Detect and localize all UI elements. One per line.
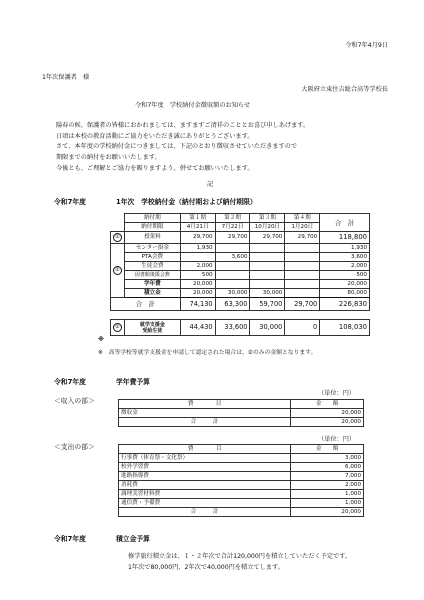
row-name: 学年費 bbox=[125, 280, 181, 289]
cell: 33,600 bbox=[215, 320, 250, 336]
row-name: 図書館後援会費 bbox=[125, 271, 181, 280]
cell: 3,600 bbox=[215, 253, 250, 262]
row-name: 授業料 bbox=[125, 232, 181, 244]
ki-mark: 記 bbox=[207, 181, 214, 188]
row-name: 就学支援金 bbox=[139, 321, 165, 328]
cell bbox=[285, 253, 320, 262]
income-label: ＜収入の部＞ bbox=[54, 397, 95, 405]
section3-year: 令和7年度 bbox=[54, 535, 86, 543]
period-4: 第４期 bbox=[285, 214, 320, 223]
cell: 29,700 bbox=[180, 232, 215, 244]
cell: 6,000 bbox=[291, 463, 364, 472]
cell: 1,930 bbox=[180, 244, 215, 253]
body-line: 日頃は本校の教育活動にご協力をいただき誠にありがとうございます。 bbox=[56, 132, 254, 140]
document-date: 令和7年4月9日 bbox=[345, 42, 388, 49]
section2-title: 学年費予算 bbox=[116, 378, 150, 386]
row-name: 行事費（体育祭・文化祭） bbox=[119, 454, 291, 463]
row-name: 消耗費 bbox=[119, 481, 291, 490]
cell bbox=[215, 244, 250, 253]
col-header: 費 目 bbox=[119, 445, 291, 454]
cell bbox=[215, 280, 250, 289]
cell bbox=[215, 262, 250, 271]
table-row bbox=[111, 271, 370, 280]
cell: 59,700 bbox=[250, 298, 285, 311]
cell bbox=[215, 271, 250, 280]
table-row bbox=[111, 280, 370, 289]
document-title: 令和7年度 学校納付金徴収額のお知らせ bbox=[135, 102, 251, 109]
income-table bbox=[118, 399, 364, 427]
period-2: 第２期 bbox=[215, 214, 250, 223]
table-row bbox=[111, 244, 370, 253]
cell bbox=[250, 262, 285, 271]
table-row bbox=[119, 481, 364, 490]
section1-title: 1年次 学校納付金（納付期および納付期限） bbox=[116, 198, 257, 206]
row-number: ① bbox=[113, 233, 122, 242]
cell: 2,000 bbox=[291, 481, 364, 490]
table-row bbox=[119, 490, 364, 499]
cell: 0 bbox=[285, 320, 320, 336]
cell: 1,000 bbox=[291, 499, 364, 508]
col-header: 費 目 bbox=[119, 400, 291, 409]
row-name: 調理実習材料費 bbox=[119, 490, 291, 499]
sum-row bbox=[111, 298, 370, 311]
cell: 500 bbox=[320, 271, 370, 280]
cell: 226,830 bbox=[320, 298, 370, 311]
cell bbox=[285, 262, 320, 271]
section3-line: 1年次で80,000円、2年次で40,000円を積立てします。 bbox=[128, 563, 284, 571]
cell: 500 bbox=[180, 271, 215, 280]
unit-label: （単位：円） bbox=[318, 390, 356, 397]
body-text bbox=[56, 121, 309, 175]
recipient: 1年次保護者 様 bbox=[42, 74, 90, 81]
row-name: 徴収金 bbox=[119, 409, 291, 418]
cell: 29,700 bbox=[285, 298, 320, 311]
cell: 80,000 bbox=[320, 289, 370, 298]
table-row bbox=[111, 253, 370, 262]
alt-row bbox=[111, 320, 370, 336]
due-date: 4月21日 bbox=[180, 223, 215, 232]
cell: 20,000 bbox=[291, 508, 364, 517]
cell: 1,930 bbox=[320, 244, 370, 253]
alt-mark: ※ bbox=[98, 336, 105, 343]
row-name: 積立金 bbox=[125, 289, 181, 298]
table-header-row bbox=[119, 400, 364, 409]
sender: 大阪府立東住吉総合高等学校長 bbox=[301, 86, 388, 93]
table-row bbox=[119, 463, 364, 472]
cell: 29,700 bbox=[285, 232, 320, 244]
body-line: 期限までの納付をお願いいたします。 bbox=[56, 154, 161, 162]
sum-label: 合 計 bbox=[111, 298, 181, 311]
cell: 1,000 bbox=[291, 490, 364, 499]
cell bbox=[285, 271, 320, 280]
table-row bbox=[119, 499, 364, 508]
col-header: 金 額 bbox=[291, 445, 364, 454]
row-name: 通信費・予備費 bbox=[119, 499, 291, 508]
table-row bbox=[119, 472, 364, 481]
cell bbox=[180, 253, 215, 262]
sum-row bbox=[119, 418, 364, 427]
sum-label: 合 計 bbox=[119, 418, 291, 427]
period-1: 第１期 bbox=[180, 214, 215, 223]
table-row bbox=[111, 289, 370, 298]
cell: 108,030 bbox=[320, 320, 370, 336]
cell bbox=[250, 280, 285, 289]
table-row bbox=[119, 409, 364, 418]
footnote: ※ 高等学校等就学支援金を申請して認定された場合は、②のみの金額となります。 bbox=[98, 350, 317, 356]
row-name: 受給生徒 bbox=[142, 327, 163, 334]
cell: 3,000 bbox=[291, 454, 364, 463]
cell: 2,000 bbox=[180, 262, 215, 271]
cell: 20,000 bbox=[291, 409, 364, 418]
due-date: 10月20日 bbox=[250, 223, 285, 232]
cell: 44,430 bbox=[180, 320, 215, 336]
cell: 2,000 bbox=[320, 262, 370, 271]
unit-label: （単位：円） bbox=[318, 436, 356, 443]
cell bbox=[250, 244, 285, 253]
period-label: 納付期 bbox=[125, 214, 181, 223]
table-header-row bbox=[119, 445, 364, 454]
row-name: 進路指導費 bbox=[119, 472, 291, 481]
section3-title: 積立金予算 bbox=[116, 535, 150, 543]
cell: 63,300 bbox=[215, 298, 250, 311]
row-name: PTA会費 bbox=[125, 253, 181, 262]
section3-text bbox=[128, 552, 351, 573]
cell bbox=[285, 289, 320, 298]
col-header: 金 額 bbox=[291, 400, 364, 409]
expense-table bbox=[118, 444, 364, 517]
cell: 29,700 bbox=[250, 232, 285, 244]
sum-row bbox=[119, 508, 364, 517]
cell bbox=[250, 271, 285, 280]
row-name: 生徒会費 bbox=[125, 262, 181, 271]
due-label: 納付期限 bbox=[125, 223, 181, 232]
fee-table bbox=[110, 213, 370, 336]
row-number: ② bbox=[113, 323, 122, 332]
table-row bbox=[111, 232, 370, 244]
cell: 30,000 bbox=[250, 289, 285, 298]
cell: 7,000 bbox=[291, 472, 364, 481]
cell: 20,000 bbox=[320, 280, 370, 289]
cell: 20,000 bbox=[180, 280, 215, 289]
due-date: 7月22日 bbox=[215, 223, 250, 232]
row-name: センター掛金 bbox=[125, 244, 181, 253]
table-row bbox=[119, 454, 364, 463]
period-3: 第３期 bbox=[250, 214, 285, 223]
section2-year: 令和7年度 bbox=[54, 378, 86, 386]
due-date: 1月20日 bbox=[285, 223, 320, 232]
table-row bbox=[111, 262, 370, 271]
body-line: 陽春の候、保護者の皆様におかれましては、ますますご清祥のこととお喜び申しあげます。 bbox=[56, 122, 310, 129]
cell: 118,800 bbox=[320, 232, 370, 244]
cell bbox=[285, 280, 320, 289]
total-header: 合 計 bbox=[320, 214, 370, 232]
cell: 3,600 bbox=[320, 253, 370, 262]
cell: 30,000 bbox=[250, 320, 285, 336]
row-name: 校外学習費 bbox=[119, 463, 291, 472]
table-header-row bbox=[111, 214, 370, 223]
body-line: さて、本年度の学校納付金につきましては、下記のとおり徴収させていただきますので bbox=[56, 143, 298, 151]
cell bbox=[250, 253, 285, 262]
row-number: ② bbox=[113, 266, 122, 275]
cell: 20,000 bbox=[291, 418, 364, 427]
sum-label: 合 計 bbox=[119, 508, 291, 517]
cell: 30,000 bbox=[215, 289, 250, 298]
cell bbox=[285, 244, 320, 253]
cell: 74,130 bbox=[180, 298, 215, 311]
cell: 20,000 bbox=[180, 289, 215, 298]
expense-label: ＜支出の部＞ bbox=[54, 443, 95, 451]
body-line: 今後とも、ご理解とご協力を賜りますよう、併せてお願いいたします。 bbox=[56, 164, 254, 172]
cell: 29,700 bbox=[215, 232, 250, 244]
section1-year: 令和7年度 bbox=[54, 198, 86, 206]
section3-line: 修学旅行積立金は、１・２年次で合計120,000円を積立していただく予定です。 bbox=[128, 553, 352, 560]
